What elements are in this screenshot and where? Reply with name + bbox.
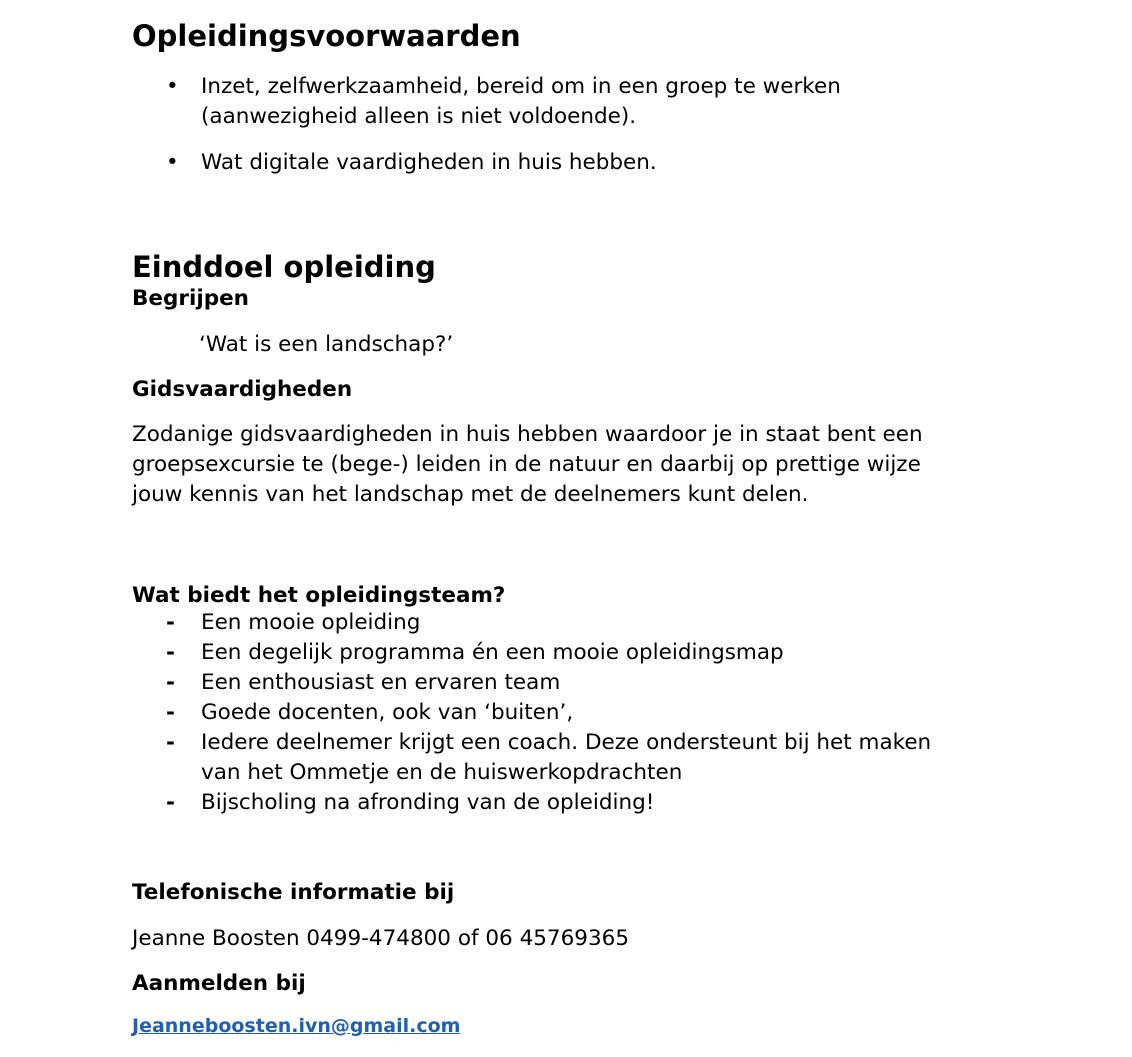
list-item — [132, 698, 931, 728]
heading-wat-biedt: Wat biedt het opleidingsteam? — [132, 583, 506, 608]
list-item — [132, 638, 931, 668]
list-item-text: Een enthousiast en ervaren team — [201, 670, 561, 695]
list-item — [132, 788, 931, 818]
list-item-text: (aanwezigheid alleen is niet voldoende). — [201, 104, 637, 129]
list-item — [132, 608, 931, 638]
heading-opleidingsvoorwaarden: Opleidingsvoorwaarden — [132, 19, 521, 53]
list-item-text: van het Ommetje en de huiswerkopdrachten — [201, 760, 683, 785]
list-item — [132, 72, 841, 132]
dash-icon: - — [166, 730, 175, 755]
list-item — [132, 148, 841, 178]
list-item-text: Bijscholing na afronding van de opleiding! — [201, 790, 655, 815]
quote-text: ‘Wat is een landschap?’ — [199, 332, 454, 357]
subheading-begrijpen: Begrijpen — [132, 286, 249, 311]
heading-aanmelden: Aanmelden bij — [132, 971, 306, 996]
dash-icon: - — [166, 610, 175, 635]
dash-icon: - — [166, 670, 175, 695]
heading-einddoel: Einddoel opleiding — [132, 250, 436, 284]
heading-telefonische-informatie: Telefonische informatie bij — [132, 880, 455, 905]
bullet-icon: • — [166, 150, 179, 175]
document-page — [132, 0, 1032, 1057]
list-item-text: Goede docenten, ook van ‘buiten’, — [201, 700, 574, 725]
phone-text: Jeanne Boosten 0499-474800 of 06 45769365 — [132, 926, 629, 951]
list-item-text: Een degelijk programma én een mooie opleidingsmap — [201, 640, 784, 665]
dash-icon: - — [166, 640, 175, 665]
dash-icon: - — [166, 700, 175, 725]
list-item-text: Inzet, zelfwerkzaamheid, bereid om in een groep te werken — [201, 74, 841, 99]
subheading-gidsvaardigheden: Gidsvaardigheden — [132, 377, 353, 402]
list-item-text: Iedere deelnemer krijgt een coach. Deze ondersteunt bij het maken — [201, 730, 932, 755]
requirements-list — [132, 72, 841, 178]
paragraph-line: Zodanige gidsvaardigheden in huis hebben waardoor je in staat bent een — [132, 422, 923, 447]
offer-list — [132, 608, 931, 818]
dash-icon: - — [166, 790, 175, 815]
list-item — [132, 728, 931, 788]
bullet-icon: • — [166, 74, 179, 99]
list-item-text: Een mooie opleiding — [201, 610, 421, 635]
email-link[interactable]: Jeanneboosten.ivn@gmail.com — [132, 1015, 461, 1037]
list-item — [132, 668, 931, 698]
gidsvaardigheden-paragraph — [132, 420, 923, 510]
list-item-text: Wat digitale vaardigheden in huis hebben. — [201, 150, 657, 175]
paragraph-line: jouw kennis van het landschap met de deelnemers kunt delen. — [132, 482, 809, 507]
paragraph-line: groepsexcursie te (bege-) leiden in de natuur en daarbij op prettige wijze — [132, 452, 921, 477]
